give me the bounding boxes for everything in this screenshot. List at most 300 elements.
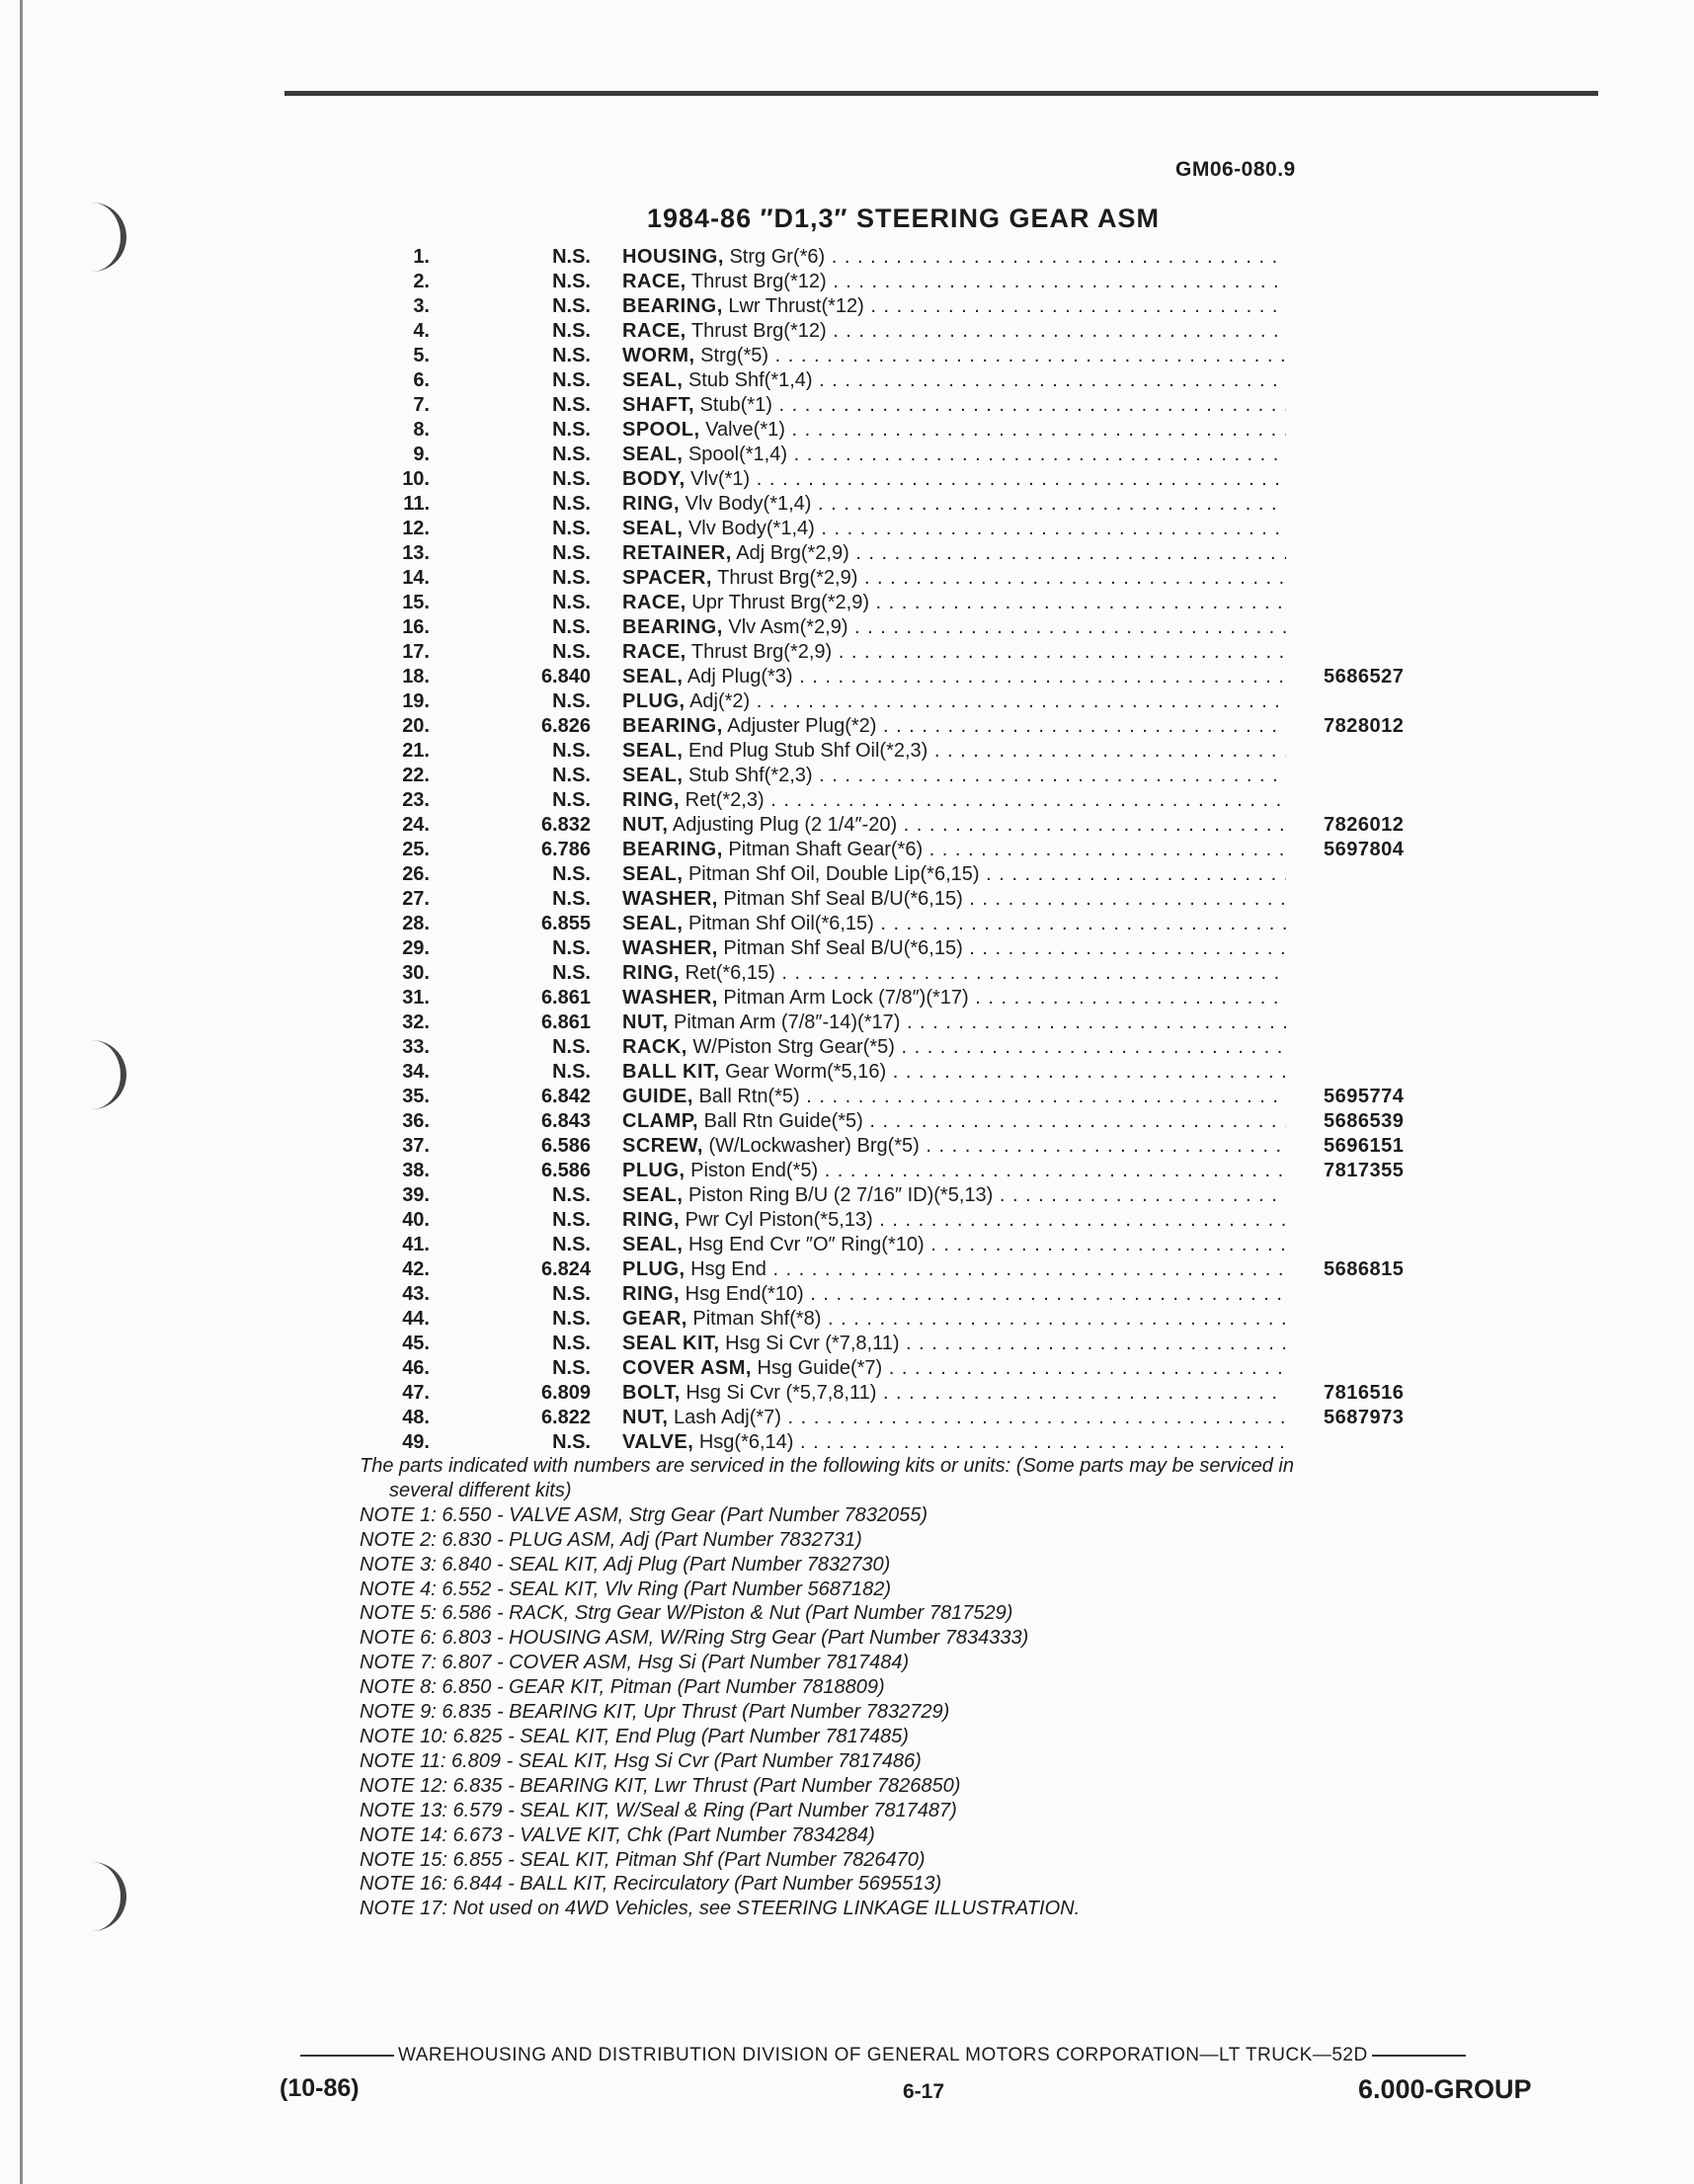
part-number: 5695774 [1324,1086,1405,1107]
part-description [622,740,1286,763]
parts-row [365,765,1492,789]
part-name: SEAL KIT, [622,1333,720,1354]
parts-row [365,542,1492,567]
part-description [622,246,1286,269]
parts-row [365,271,1492,295]
group-number: N.S. [552,765,591,786]
group-number: 6.586 [540,1135,591,1157]
punch-hole-middle [83,1040,126,1109]
parts-row [365,690,1492,715]
parts-row [365,1184,1492,1209]
part-number: 7816516 [1324,1382,1405,1404]
parts-row [365,1333,1492,1357]
part-description [622,1283,1286,1306]
part-detail: Gear Worm(*5,16) [719,1061,887,1083]
part-description [622,1431,1286,1454]
note-item: NOTE 6: 6.803 - HOUSING ASM, W/Ring Strg Gear (Part Number 7834333) [360,1627,1029,1650]
part-detail: Thrust Brg(*2,9) [686,641,833,663]
part-description [622,345,1286,367]
part-name: NUT, [622,1011,669,1033]
part-name: WASHER, [622,888,718,910]
part-name: GEAR, [622,1308,687,1330]
group-number: 6.840 [540,666,591,688]
part-name: SEAL, [622,444,684,465]
group-number: 6.822 [540,1407,591,1428]
group-number: N.S. [552,1036,591,1058]
item-number: 49. [402,1431,430,1453]
part-name: SEAL, [622,666,684,688]
parts-row [365,1283,1492,1308]
parts-row [365,1308,1492,1333]
part-description [622,1407,1286,1429]
parts-row [365,567,1492,592]
part-name: BEARING, [622,616,723,638]
item-number: 7. [413,394,430,416]
parts-row [365,740,1492,765]
item-number: 46. [402,1357,430,1379]
part-detail: Thrust Brg(*12) [686,320,827,342]
item-number: 3. [413,295,430,317]
group-number: N.S. [552,1308,591,1330]
part-detail: End Plug Stub Shf Oil(*2,3) [683,740,928,762]
part-description [622,369,1286,392]
item-number: 42. [402,1258,430,1280]
part-description [622,715,1286,738]
part-detail: Strg(*5) [694,345,769,366]
item-number: 39. [402,1184,430,1206]
parts-row [365,1160,1492,1184]
parts-row [365,913,1492,937]
part-detail: Strg Gr(*6) [723,246,826,268]
parts-row [365,320,1492,345]
part-description [622,814,1286,837]
group-number: N.S. [552,246,591,268]
part-detail: Pitman Shaft Gear(*6) [722,839,924,860]
part-description [622,616,1286,639]
item-number: 34. [402,1061,430,1083]
parts-row [365,1357,1492,1382]
part-description [622,394,1286,417]
part-detail: Lash Adj(*7) [668,1407,781,1428]
part-description [622,271,1286,293]
part-description [622,1209,1286,1232]
part-detail: Vlv Body(*1,4) [680,493,812,515]
part-number: 5697804 [1324,839,1405,860]
item-number: 38. [402,1160,430,1181]
part-description [622,592,1286,614]
part-name: NUT, [622,1407,669,1428]
item-number: 11. [403,493,430,515]
group-number: 6.824 [540,1258,591,1280]
parts-row [365,1061,1492,1086]
note-item: NOTE 11: 6.809 - SEAL KIT, Hsg Si Cvr (Part Number 7817486) [360,1749,922,1772]
group-number: N.S. [552,888,591,910]
part-description [622,863,1286,886]
part-name: WORM, [622,345,695,366]
group-number: 6.826 [540,715,591,737]
parts-row [365,295,1492,320]
part-name: SEAL, [622,1234,684,1255]
group-number: N.S. [552,567,591,589]
notes-list [360,1503,1565,1921]
part-detail: Pitman Arm Lock (7/8″)(*17) [717,987,969,1009]
part-description [622,913,1286,935]
part-description [622,789,1286,812]
punch-hole-top [83,202,126,272]
footer-division [296,2045,1600,2066]
part-description [622,1110,1286,1133]
part-detail: Thrust Brg(*2,9) [711,567,858,589]
part-detail: Stub(*1) [694,394,772,416]
note-item: NOTE 4: 6.552 - SEAL KIT, Vlv Ring (Part Number 5687182) [360,1577,892,1600]
part-name: SEAL, [622,369,684,391]
part-name: RING, [622,962,681,984]
group-number: N.S. [552,789,591,811]
page-title: 1984-86 ″D1,3″ STEERING GEAR ASM [647,203,1161,233]
parts-row [365,394,1492,419]
part-name: SPOOL, [622,419,700,441]
note-item: NOTE 3: 6.840 - SEAL KIT, Adj Plug (Part Number 7832730) [360,1553,891,1576]
parts-row [365,987,1492,1011]
part-description [622,1135,1286,1158]
group-number: N.S. [552,369,591,391]
group-number: N.S. [552,345,591,366]
item-number: 1. [413,246,430,268]
item-number: 47. [402,1382,430,1404]
footer-dash-right [1372,2055,1466,2057]
part-detail: Adjusting Plug (2 1/4″-20) [668,814,898,836]
group-number: N.S. [552,394,591,416]
item-number: 22. [402,765,430,786]
item-number: 35. [402,1086,430,1107]
part-detail: Hsg End Cvr ″O″ Ring(*10) [683,1234,925,1255]
part-name: SEAL, [622,765,684,786]
item-number: 28. [402,913,430,934]
part-description [622,1382,1286,1405]
group-number: N.S. [552,1234,591,1255]
part-name: PLUG, [622,1258,686,1280]
part-description [622,987,1286,1010]
part-detail: Pitman Arm (7/8″-14)(*17) [668,1011,901,1033]
part-name: BEARING, [622,715,723,737]
notes-intro-continued: several different kits) [389,1479,572,1501]
group-number: 6.855 [540,913,591,934]
group-number: N.S. [552,320,591,342]
part-name: WASHER, [622,937,718,959]
part-name: WASHER, [622,987,718,1009]
part-description [622,1258,1286,1281]
group-number: N.S. [552,468,591,490]
part-name: BOLT, [622,1382,681,1404]
group-number: N.S. [552,518,591,539]
part-name: RACE, [622,592,686,613]
note-item: NOTE 1: 6.550 - VALVE ASM, Strg Gear (Part Number 7832055) [360,1503,928,1526]
parts-row [365,1086,1492,1110]
group-number: 6.832 [540,814,591,836]
part-description [622,567,1286,590]
group-number: N.S. [552,962,591,984]
parts-row [365,345,1492,369]
part-name: RACK, [622,1036,687,1058]
part-description [622,888,1286,911]
part-description [622,1357,1286,1380]
part-number: 5686527 [1324,666,1405,688]
part-name: PLUG, [622,1160,686,1181]
part-name: GUIDE, [622,1086,693,1107]
part-name: RING, [622,1283,681,1305]
item-number: 33. [402,1036,430,1058]
note-item: NOTE 12: 6.835 - BEARING KIT, Lwr Thrust (Part Number 7826850) [360,1774,961,1797]
item-number: 5. [413,345,430,366]
parts-row [365,814,1492,839]
part-detail: Piston Ring B/U (2 7/16″ ID)(*5,13) [683,1184,994,1206]
part-number: 5686539 [1324,1110,1405,1132]
part-description [622,295,1286,318]
part-detail: Hsg Si Cvr (*7,8,11) [719,1333,900,1354]
item-number: 4. [413,320,430,342]
parts-row [365,1382,1492,1407]
item-number: 8. [413,419,430,441]
parts-row [365,1135,1492,1160]
footer-group: 6.000-GROUP [1358,2074,1532,2104]
part-detail: Lwr Thrust(*12) [722,295,864,317]
note-item: NOTE 14: 6.673 - VALVE KIT, Chk (Part Number 7834284) [360,1823,875,1846]
part-description [622,962,1286,985]
group-number: N.S. [552,1333,591,1354]
item-number: 48. [402,1407,430,1428]
footer-dash-left [300,2055,394,2057]
item-number: 27. [402,888,430,910]
part-name: RING, [622,493,681,515]
part-detail: Vlv Asm(*2,9) [722,616,848,638]
top-rule [284,91,1598,96]
part-description [622,1036,1286,1059]
part-name: SEAL, [622,913,684,934]
part-name: RETAINER, [622,542,732,564]
parts-row [365,592,1492,616]
parts-row [365,468,1492,493]
part-detail: Stub Shf(*1,4) [683,369,813,391]
item-number: 15. [402,592,430,613]
part-name: RACE, [622,320,686,342]
item-number: 24. [402,814,430,836]
part-detail: Ret(*2,3) [680,789,765,811]
parts-row [365,1258,1492,1283]
note-item: NOTE 9: 6.835 - BEARING KIT, Upr Thrust (Part Number 7832729) [360,1701,950,1724]
parts-row [365,369,1492,394]
part-detail: Stub Shf(*2,3) [683,765,813,786]
item-number: 43. [402,1283,430,1305]
part-detail: Valve(*1) [699,419,785,441]
part-name: BEARING, [622,839,723,860]
part-detail: Hsg(*6,14) [693,1431,794,1453]
group-number: N.S. [552,1061,591,1083]
part-description [622,839,1286,861]
part-detail: Hsg End [685,1258,766,1280]
part-description [622,320,1286,343]
part-detail: Ball Rtn(*5) [692,1086,800,1107]
punch-hole-bottom [83,1862,126,1931]
part-detail: Adj Brg(*2,9) [731,542,849,564]
parts-row [365,1407,1492,1431]
part-number: 7828012 [1324,715,1405,737]
document-code: GM06-080.9 [1175,158,1296,181]
item-number: 44. [402,1308,430,1330]
note-item: NOTE 15: 6.855 - SEAL KIT, Pitman Shf (Part Number 7826470) [360,1848,926,1871]
group-number: N.S. [552,690,591,712]
footer-division-text: WAREHOUSING AND DISTRIBUTION DIVISION OF GENERAL MOTORS CORPORATION—LT TRUCK—52D [398,2045,1368,2065]
item-number: 2. [413,271,430,292]
group-number: 6.861 [540,1011,591,1033]
part-name: CLAMP, [622,1110,699,1132]
group-number: N.S. [552,1357,591,1379]
part-detail: (W/Lockwasher) Brg(*5) [702,1135,920,1157]
item-number: 6. [413,369,430,391]
parts-row [365,937,1492,962]
item-number: 32. [402,1011,430,1033]
parts-row [365,1234,1492,1258]
part-detail: Ret(*6,15) [680,962,775,984]
group-number: N.S. [552,271,591,292]
part-description [622,419,1286,442]
part-name: VALVE, [622,1431,694,1453]
part-description [622,690,1286,713]
item-number: 45. [402,1333,430,1354]
group-number: N.S. [552,493,591,515]
group-number: N.S. [552,641,591,663]
part-name: PLUG, [622,690,686,712]
item-number: 18. [402,666,430,688]
part-number: 7826012 [1324,814,1405,836]
group-number: N.S. [552,616,591,638]
item-number: 12. [402,518,430,539]
note-item: NOTE 10: 6.825 - SEAL KIT, End Plug (Part Number 7817485) [360,1725,909,1747]
group-number: N.S. [552,419,591,441]
note-item: NOTE 16: 6.844 - BALL KIT, Recirculatory (Part Number 5695513) [360,1873,942,1896]
part-description [622,1308,1286,1331]
part-name: BEARING, [622,295,723,317]
parts-row [365,962,1492,987]
group-number: N.S. [552,937,591,959]
part-detail: Pitman Shf Oil(*6,15) [683,913,874,934]
part-description [622,444,1286,466]
group-number: 6.843 [540,1110,591,1132]
part-description [622,666,1286,688]
parts-row [365,839,1492,863]
group-number: N.S. [552,1184,591,1206]
note-item: NOTE 5: 6.586 - RACK, Strg Gear W/Piston & Nut (Part Number 7817529) [360,1602,1013,1625]
part-detail: Hsg Guide(*7) [751,1357,883,1379]
part-name: RACE, [622,271,686,292]
item-number: 20. [402,715,430,737]
group-number: 6.861 [540,987,591,1009]
part-description [622,765,1286,787]
part-detail: Pwr Cyl Piston(*5,13) [680,1209,873,1231]
part-detail: Adjuster Plug(*2) [722,715,877,737]
parts-row [365,518,1492,542]
part-description [622,518,1286,540]
parts-list [365,246,1492,1456]
item-number: 17. [402,641,430,663]
part-name: RING, [622,789,681,811]
item-number: 41. [402,1234,430,1255]
group-number: N.S. [552,444,591,465]
group-number: 6.842 [540,1086,591,1107]
part-name: RING, [622,1209,681,1231]
part-description [622,1160,1286,1182]
parts-row [365,641,1492,666]
item-number: 36. [402,1110,430,1132]
parts-row [365,1209,1492,1234]
parts-row [365,419,1492,444]
part-description [622,1086,1286,1108]
part-name: SPACER, [622,567,712,589]
group-number: 6.786 [540,839,591,860]
parts-row [365,888,1492,913]
item-number: 40. [402,1209,430,1231]
part-description [622,641,1286,664]
footer-date: (10-86) [280,2074,360,2102]
group-number: N.S. [552,1431,591,1453]
part-name: NUT, [622,814,669,836]
part-name: COVER ASM, [622,1357,752,1379]
part-detail: Pitman Shf Seal B/U(*6,15) [717,937,963,959]
part-detail: Pitman Shf Oil, Double Lip(*6,15) [683,863,980,885]
parts-row [365,246,1492,271]
parts-row [365,1036,1492,1061]
part-detail: Thrust Brg(*12) [686,271,827,292]
part-detail: Hsg Si Cvr (*5,7,8,11) [680,1382,877,1404]
part-detail: Ball Rtn Guide(*5) [698,1110,863,1132]
parts-row [365,715,1492,740]
part-name: SEAL, [622,863,684,885]
item-number: 29. [402,937,430,959]
parts-row [365,789,1492,814]
part-description [622,1184,1286,1207]
item-number: 23. [402,789,430,811]
part-name: BODY, [622,468,686,490]
part-number: 5696151 [1324,1135,1405,1157]
part-detail: Piston End(*5) [685,1160,819,1181]
group-number: N.S. [552,592,591,613]
parts-row [365,1431,1492,1456]
part-description [622,1011,1286,1034]
note-item: NOTE 2: 6.830 - PLUG ASM, Adj (Part Number 7832731) [360,1528,862,1551]
parts-row [365,863,1492,888]
item-number: 37. [402,1135,430,1157]
part-detail: Vlv Body(*1,4) [683,518,815,539]
group-number: N.S. [552,542,591,564]
part-detail: Adj(*2) [685,690,751,712]
group-number: 6.809 [540,1382,591,1404]
part-name: HOUSING, [622,246,724,268]
part-detail: Pitman Shf Seal B/U(*6,15) [717,888,963,910]
part-name: SCREW, [622,1135,703,1157]
group-number: N.S. [552,1209,591,1231]
group-number: N.S. [552,295,591,317]
part-name: SHAFT, [622,394,694,416]
part-detail: Pitman Shf(*8) [686,1308,822,1330]
group-number: N.S. [552,1283,591,1305]
parts-row [365,1110,1492,1135]
part-description [622,1333,1286,1355]
note-item: NOTE 8: 6.850 - GEAR KIT, Pitman (Part Number 7818809) [360,1676,885,1699]
part-detail: Vlv(*1) [685,468,751,490]
parts-row [365,616,1492,641]
item-number: 19. [402,690,430,712]
note-item: NOTE 7: 6.807 - COVER ASM, Hsg Si (Part Number 7817484) [360,1652,910,1674]
part-name: SEAL, [622,518,684,539]
